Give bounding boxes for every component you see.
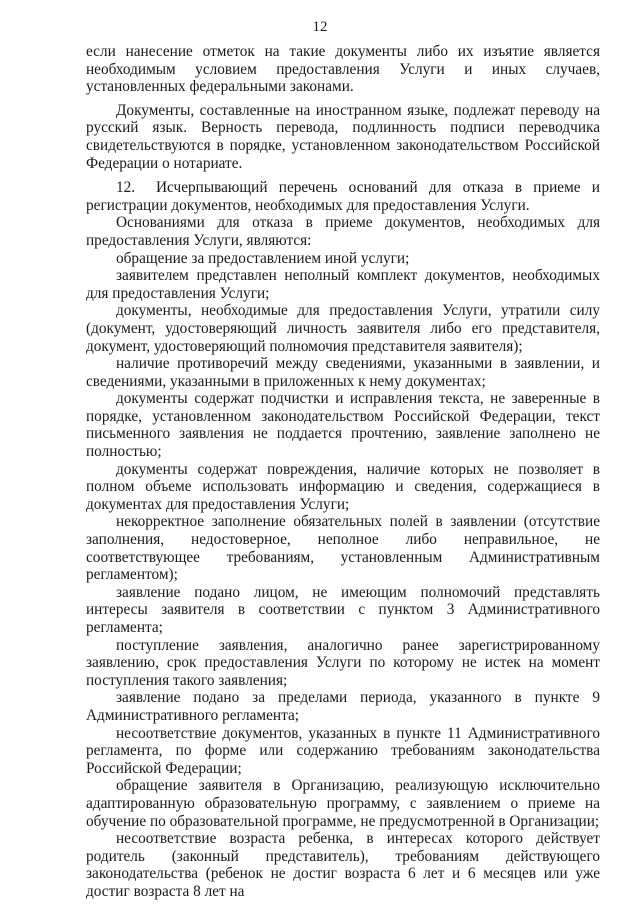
- list-item: заявление подано за пределами периода, указанного в пункте 9 Административного регламента;: [86, 689, 600, 724]
- list-item: документы, необходимые для предоставления Услуги, утратили силу (документ, удостоверяющий личность заявителя либо его представителя, документ, удостоверяющий полномочия представителя заявителя);: [86, 302, 600, 355]
- paragraph-continuation: если нанесение отметок на такие документы либо их изъятие является необходимым условием предоставления Услуги и иных случаев, установленных федеральными законами.: [86, 43, 600, 96]
- section-title: Исчерпывающий перечень оснований для отказа в приеме и регистрации документов, необходимых для предоставления Услуги.: [86, 179, 600, 214]
- list-item: заявление подано лицом, не имеющим полномочий представлять интересы заявителя в соответствии с пунктом 3 Административного регламента;: [86, 583, 600, 636]
- list-item: некорректное заполнение обязательных полей в заявлении (отсутствие заполнения, недостоверное, неполное либо неправильное, не соответствующее требованиям, установленным Административным регламентом);: [86, 513, 600, 584]
- list-item: документы содержат повреждения, наличие которых не позволяет в полном объеме использовать информацию и сведения, содержащиеся в документах для предоставления Услуги;: [86, 460, 600, 513]
- list-item: обращение за предоставлением иной услуги;: [116, 249, 410, 267]
- section-number: 12.: [116, 179, 136, 197]
- list-item: обращение заявителя в Организацию, реализующую исключительно адаптированную образовательную программу, с заявлением о приеме на обучение по образовательной программе, не предусмотренной в Организации;: [86, 777, 600, 830]
- section-12-heading: [86, 179, 600, 214]
- list-item: наличие противоречий между сведениями, указанными в заявлении, и сведениями, указанными в приложенных к нему документах;: [86, 355, 600, 390]
- page-number: 12: [312, 19, 328, 35]
- list-item: поступление заявления, аналогично ранее зарегистрированному заявлению, срок предоставления Услуги по которому не истек на момент поступления такого заявления;: [86, 636, 600, 689]
- list-item: несоответствие возраста ребенка, в интересах которого действует родитель (законный представитель), требованиям действующего законодательства (ребенок не достиг возраста 6 лет и 6 месяцев или уже достиг возраста 8 лет на: [86, 830, 600, 900]
- list-item: заявителем представлен неполный комплект документов, необходимых для предоставления Услуги;: [86, 267, 600, 302]
- paragraph-grounds-intro: Основаниями для отказа в приеме документов, необходимых для предоставления Услуги, являются:: [86, 214, 600, 249]
- list-item: документы содержат подчистки и исправления текста, не заверенные в порядке, установленном законодательством Российской Федерации, текст письменного заявления не поддается прочтению, заявление заполнено не полностью;: [86, 390, 600, 461]
- list-item: несоответствие документов, указанных в пункте 11 Административного регламента, по форме или содержанию требованиям законодательства Российской Федерации;: [86, 724, 600, 777]
- paragraph-foreign-language: Документы, составленные на иностранном языке, подлежат переводу на русский язык. Верность перевода, подлинность подписи переводчика свидетельствуются в порядке, установленном законодательством Российской Федерации о нотариате.: [86, 101, 600, 172]
- document-body: [86, 43, 600, 901]
